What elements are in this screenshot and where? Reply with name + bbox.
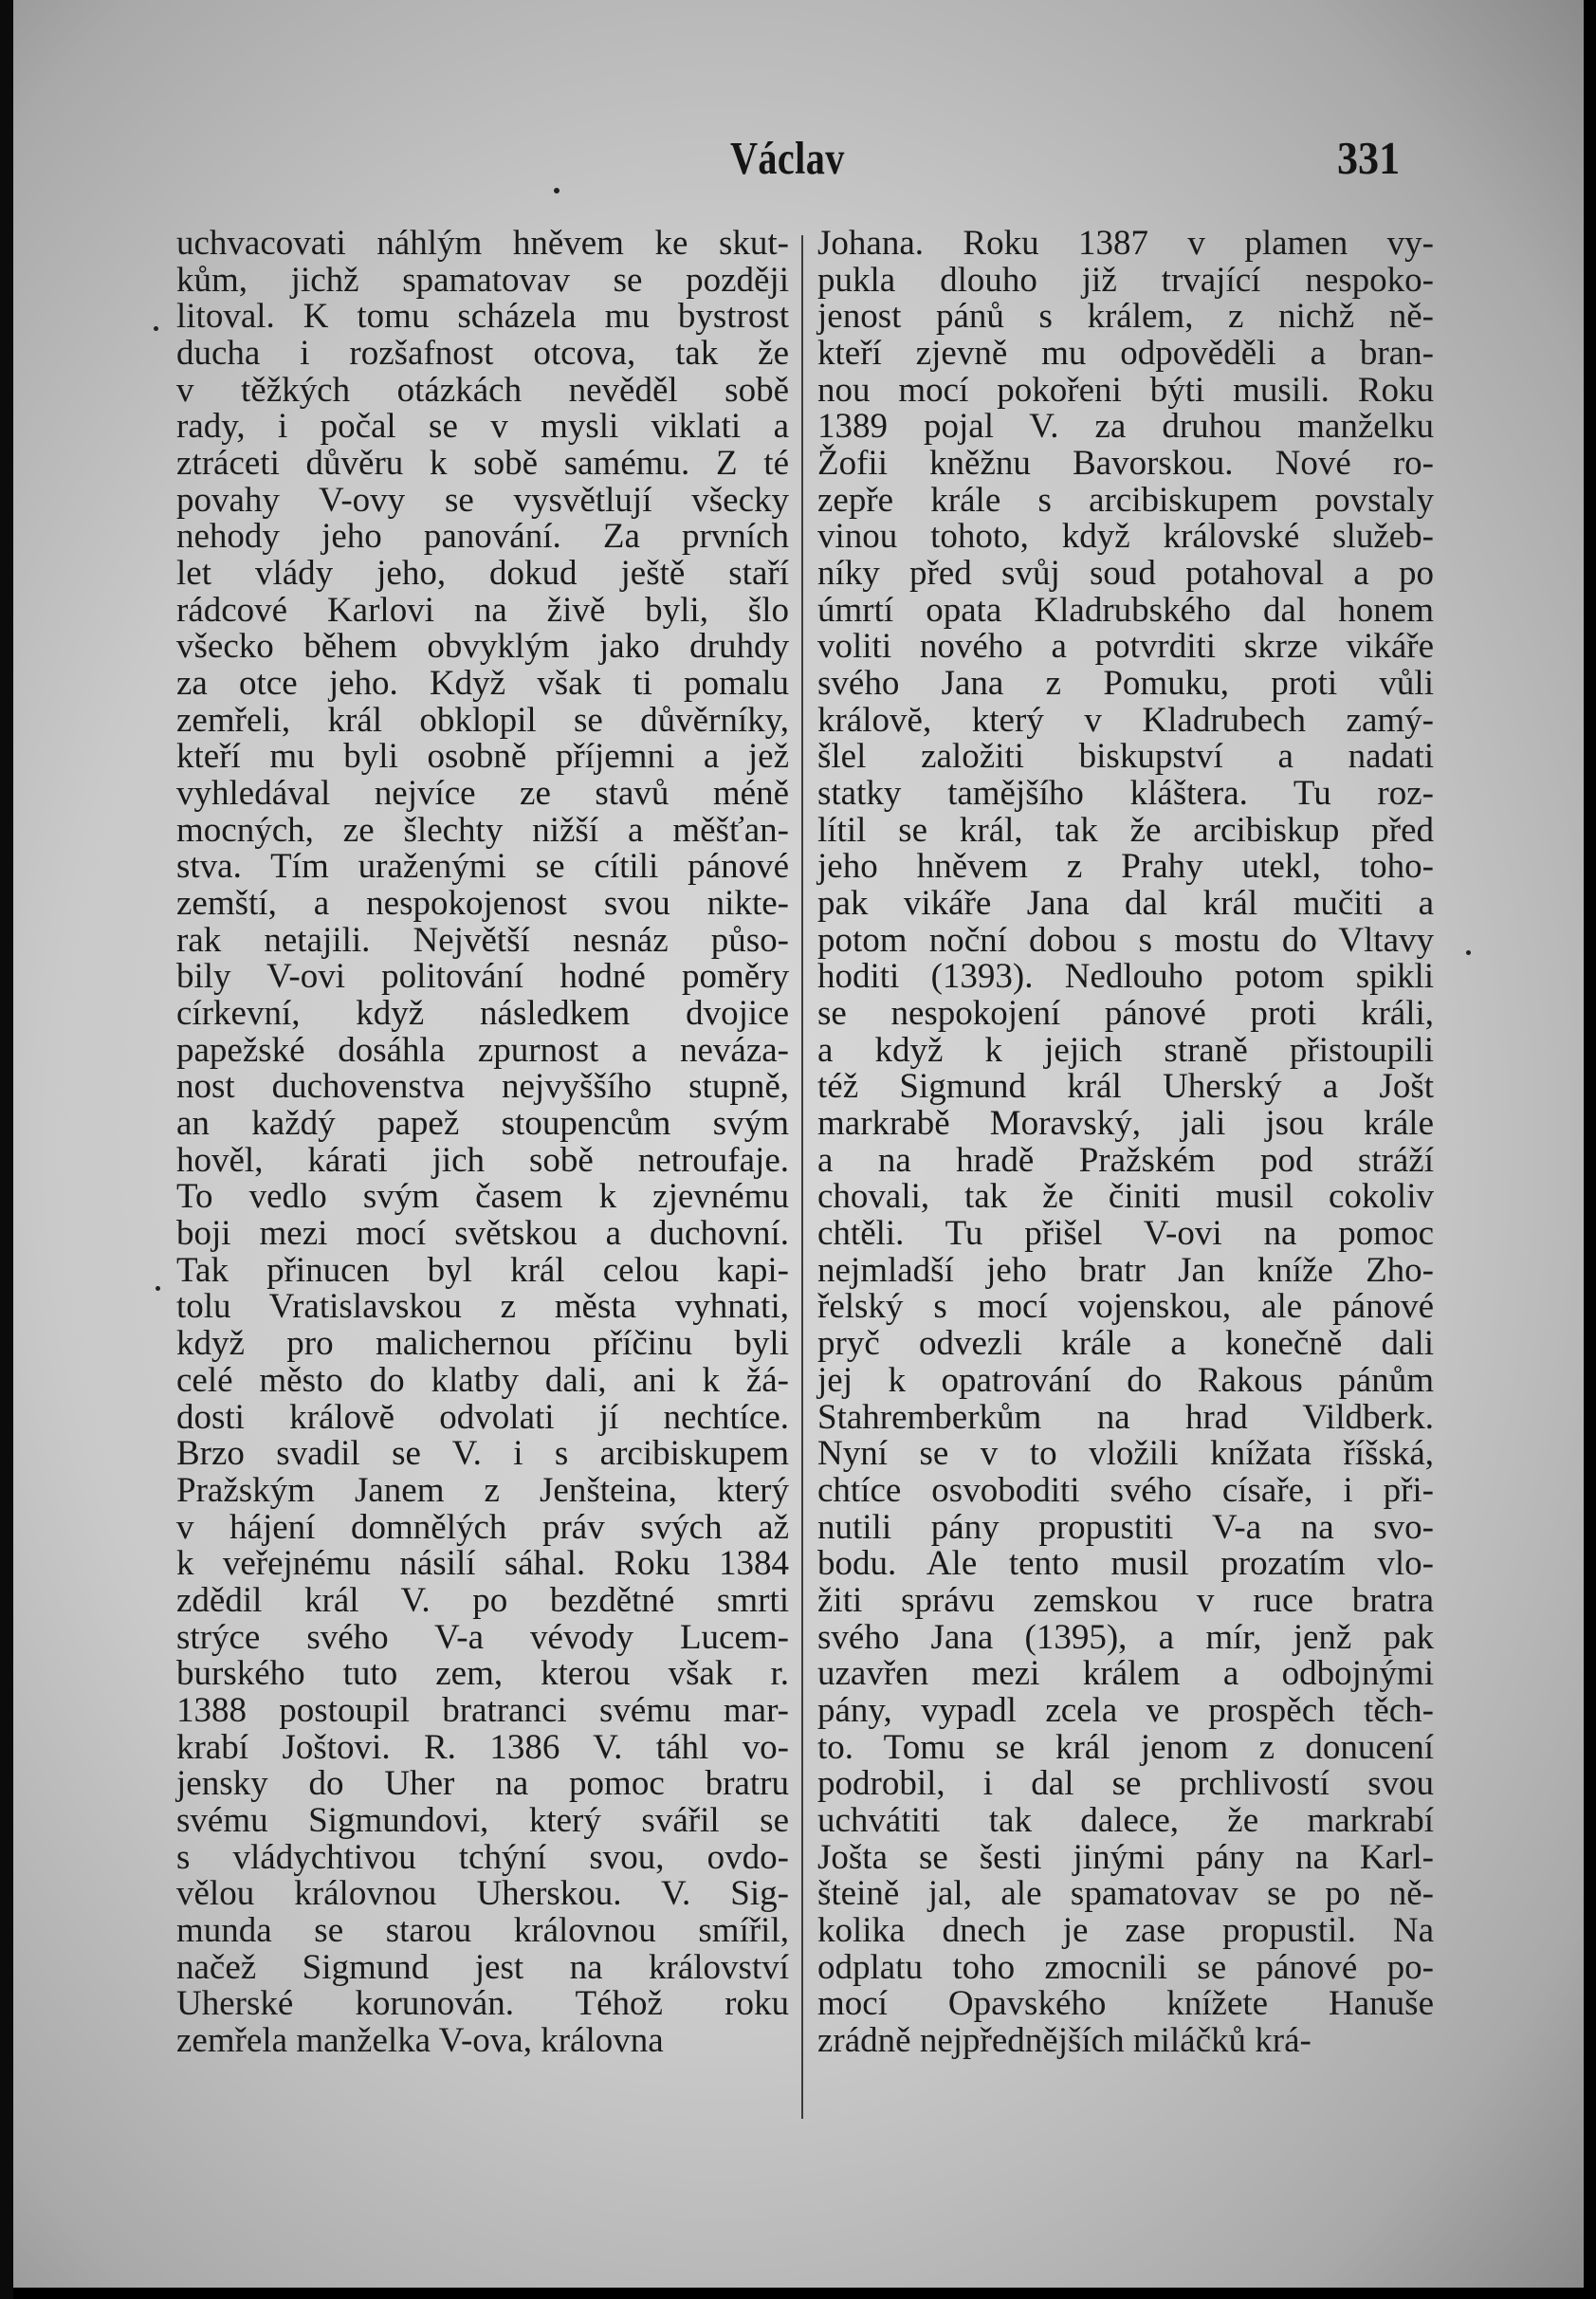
text-line: ducha i rozšafnost otcova, tak že — [176, 334, 789, 374]
text-line: podrobil, i dal se prchlivostí svou — [817, 1764, 1434, 1804]
text-line: vinou tohoto, když královské služeb- — [817, 517, 1434, 557]
text-line: pak vikáře Jana dal král mučiti a — [817, 884, 1434, 924]
text-line: Žofii kněžnu Bavorskou. Nové ro- — [817, 444, 1434, 484]
text-line: zemřeli, král obklopil se důvěrníky, — [176, 700, 789, 740]
text-line: se nespokojení pánové proti králi, — [817, 994, 1434, 1034]
text-line: strýce svého V-a vévody Lucem- — [176, 1617, 789, 1657]
text-line: nost duchovenstva nejvyššího stupně, — [176, 1067, 789, 1107]
text-line: za otce jeho. Když však ti pomalu — [176, 664, 789, 704]
left-text-column — [176, 226, 789, 2060]
text-line: uchvacovati náhlým hněvem ke skut- — [176, 224, 789, 263]
text-line: Stahremberkům na hrad Vildberk. — [817, 1397, 1434, 1437]
text-line: Uherské korunován. Téhož roku — [176, 1984, 789, 2024]
text-line: burského tuto zem, kterou však r. — [176, 1654, 789, 1694]
text-line: odplatu toho zmocnili se pánové po- — [817, 1947, 1434, 1987]
text-line: Nyní se v to vložili knížata říšská, — [817, 1434, 1434, 1474]
text-line: nehody jeho panování. Za prvních — [176, 517, 789, 557]
text-line: chtíce osvoboditi svého císaře, i při- — [817, 1470, 1434, 1510]
text-line: Tak přinucen byl král celou kapi- — [176, 1250, 789, 1290]
text-line: chovali, tak že činiti musil cokoliv — [817, 1177, 1434, 1217]
text-line: šteině jal, ale spamatovav se po ně- — [817, 1874, 1434, 1914]
text-line: k veřejnému násilí sáhal. Roku 1384 — [176, 1544, 789, 1584]
text-line: jensky do Uher na pomoc bratru — [176, 1764, 789, 1804]
text-line: Jošta se šesti jinými pány na Karl- — [817, 1837, 1434, 1877]
text-line: v těžkých otázkách nevěděl sobě — [176, 370, 789, 410]
text-line: ztráceti důvěru k sobě samému. Z té — [176, 444, 789, 484]
text-line: též Sigmund král Uherský a Jošt — [817, 1067, 1434, 1107]
text-line: a na hradě Pražském pod stráží — [817, 1140, 1434, 1180]
text-line: stva. Tím uraženými se cítili pánové — [176, 847, 789, 887]
text-line: úmrtí opata Kladrubského dal honem — [817, 590, 1434, 630]
text-line: nejmladší jeho bratr Jan kníže Zho- — [817, 1250, 1434, 1290]
text-line: jenost pánů s králem, z nichž ně- — [817, 297, 1434, 337]
text-line: níky před svůj soud potahoval a po — [817, 554, 1434, 594]
text-line: hoditi (1393). Nedlouho potom spikli — [817, 957, 1434, 997]
text-line: svému Sigmundovi, který svářil se — [176, 1800, 789, 1840]
text-line: vělou královnou Uherskou. V. Sig- — [176, 1874, 789, 1914]
text-line: bodu. Ale tento musil prozatím vlo- — [817, 1544, 1434, 1584]
text-line: kteří zjevně mu odpověděli a bran- — [817, 334, 1434, 374]
text-line: rak netajili. Největší nesnáz půso- — [176, 920, 789, 960]
scan-border — [0, 0, 13, 2299]
text-line: kteří mu byli osobně příjemni a jež — [176, 737, 789, 777]
text-line: Pražským Janem z Jenšteina, který — [176, 1470, 789, 1510]
text-line: svého Jana z Pomuku, proti vůli — [817, 664, 1434, 704]
text-line: zepře krále s arcibiskupem povstaly — [817, 480, 1434, 520]
text-line: an každý papež stoupencům svým — [176, 1104, 789, 1144]
text-line: když pro malichernou příčinu byli — [176, 1324, 789, 1364]
text-line: rádcové Karlovi na živě byli, šlo — [176, 590, 789, 630]
ink-speck — [554, 188, 560, 193]
ink-speck — [156, 1286, 160, 1291]
text-line: Johana. Roku 1387 v plamen vy- — [817, 224, 1434, 263]
text-line: nou mocí pokořeni býti musili. Roku — [817, 370, 1434, 410]
text-line: nutili pány propustiti V-a na svo- — [817, 1507, 1434, 1547]
text-line: bily V-ovi politování hodné poměry — [176, 957, 789, 997]
text-line: v hájení domnělých práv svých až — [176, 1507, 789, 1547]
text-line: pány, vypadl zcela ve prospěch těch- — [817, 1690, 1434, 1730]
text-line: pryč odvezli krále a konečně dali — [817, 1324, 1434, 1364]
text-line: zemští, a nespokojenost svou nikte- — [176, 884, 789, 924]
text-line: papežské dosáhla zpurnost a neváza- — [176, 1030, 789, 1070]
text-line: to. Tomu se král jenom z donucení — [817, 1727, 1434, 1767]
page-number: 331 — [1337, 132, 1401, 184]
text-line: mocných, ze šlechty nižší a měšťan- — [176, 810, 789, 850]
text-line: celé město do klatby dali, ani k žá- — [176, 1360, 789, 1400]
text-line: boji mezi mocí světskou a duchovní. — [176, 1214, 789, 1254]
text-line: řelský s mocí vojenskou, ale pánové — [817, 1287, 1434, 1327]
text-line: dosti královĕ odvolati jí nechtíce. — [176, 1397, 789, 1437]
text-line: statky tamějšího kláštera. Tu roz- — [817, 774, 1434, 814]
column-divider — [801, 235, 803, 2119]
text-line: hověl, kárati jich sobě netroufaje. — [176, 1140, 789, 1180]
text-line: tolu Vratislavskou z města vyhnati, — [176, 1287, 789, 1327]
text-line: voliti nového a potvrditi skrze vikáře — [817, 627, 1434, 667]
text-line: a když k jejich straně přistoupili — [817, 1030, 1434, 1070]
text-line: munda se starou královnou smířil, — [176, 1910, 789, 1950]
text-line: potom noční dobou s mostu do Vltavy — [817, 920, 1434, 960]
text-line: litoval. K tomu scházela mu bystrost — [176, 297, 789, 337]
ink-speck — [1466, 950, 1471, 955]
text-line: všecko během obvyklým jako druhdy — [176, 627, 789, 667]
text-line: mocí Opavského knížete Hanuše — [817, 1984, 1434, 2024]
text-line: zdědil král V. po bezdětné smrti — [176, 1580, 789, 1620]
text-line: povahy V-ovy se vysvětlují všecky — [176, 480, 789, 520]
text-line: kolika dnech je zase propustil. Na — [817, 1910, 1434, 1950]
text-line: markrabě Moravský, jali jsou krále — [817, 1104, 1434, 1144]
text-line: svého Jana (1395), a mír, jenž pak — [817, 1617, 1434, 1657]
running-head: Václav — [730, 132, 845, 184]
text-line: Brzo svadil se V. i s arcibiskupem — [176, 1434, 789, 1474]
text-line: 1389 pojal V. za druhou manželku — [817, 407, 1434, 447]
text-line: pukla dlouho již trvající nespoko- — [817, 260, 1434, 300]
text-line: královĕ, který v Kladrubech zamý- — [817, 700, 1434, 740]
text-line: 1388 postoupil bratranci svému mar- — [176, 1690, 789, 1730]
text-line: zrádně nejpřednějších miláčků krá- — [817, 2020, 1312, 2060]
text-line: uchvátiti tak dalece, že markrabí — [817, 1800, 1434, 1840]
text-line: let vlády jeho, dokud ještě staří — [176, 554, 789, 594]
text-line: zemřela manželka V-ova, královna — [176, 2020, 664, 2060]
text-line: uzavřen mezi králem a odbojnými — [817, 1654, 1434, 1694]
text-line: jeho hněvem z Prahy utekl, toho- — [817, 847, 1434, 887]
text-line: církevní, když následkem dvojice — [176, 994, 789, 1034]
text-line: To vedlo svým časem k zjevnému — [176, 1177, 789, 1217]
text-line: s vládychtivou tchýní svou, ovdo- — [176, 1837, 789, 1877]
text-line: vyhledával nejvíce ze stavů méně — [176, 774, 789, 814]
text-line: chtěli. Tu přišel V-ovi na pomoc — [817, 1214, 1434, 1254]
text-line: šlel založiti biskupství a nadati — [817, 737, 1434, 777]
ink-speck — [154, 326, 158, 331]
text-line: načež Sigmund jest na království — [176, 1947, 789, 1987]
text-line: kům, jichž spamatovav se později — [176, 260, 789, 300]
page-header — [0, 131, 1596, 188]
text-line: žiti správu zemskou v ruce bratra — [817, 1580, 1434, 1620]
text-line: jej k opatrování do Rakous pánům — [817, 1360, 1434, 1400]
text-line: lítil se král, tak že arcibiskup před — [817, 810, 1434, 850]
text-line: krabí Joštovi. R. 1386 V. táhl vo- — [176, 1727, 789, 1767]
text-line: rady, i počal se v mysli viklati a — [176, 407, 789, 447]
right-text-column — [817, 226, 1434, 2060]
